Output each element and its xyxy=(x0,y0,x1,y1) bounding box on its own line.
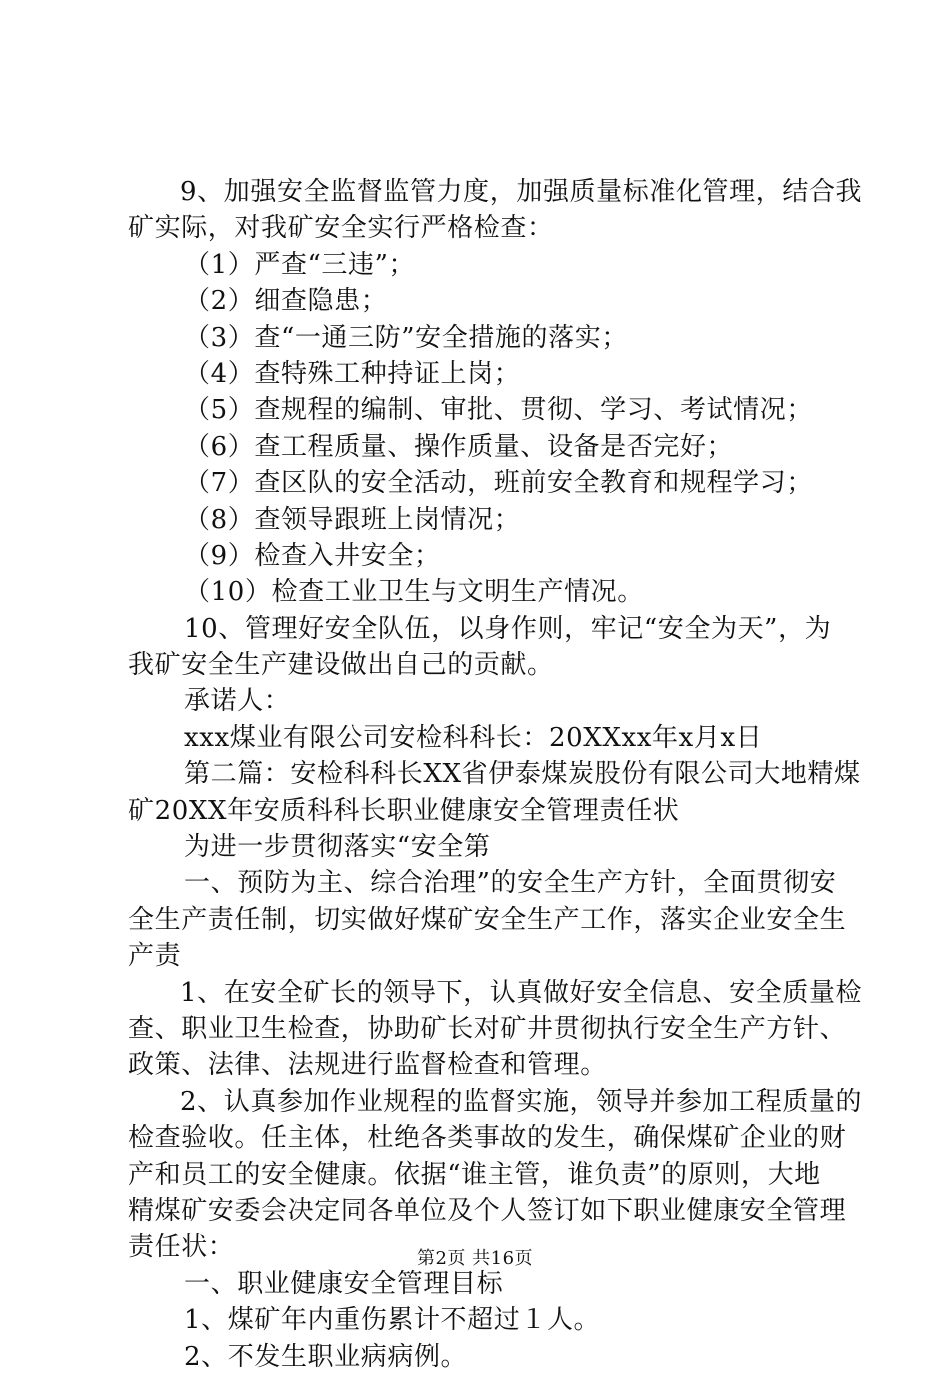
text-line: 10、管理好安全队伍，以身作则，牢记“安全为天”，为 xyxy=(184,613,832,644)
text-line: （5）查规程的编制、审批、贯彻、学习、考试情况； xyxy=(184,395,813,426)
text-line: 精煤矿安委会决定同各单位及个人签订如下职业健康安全管理 xyxy=(128,1195,847,1226)
text-line: 承诺人： xyxy=(184,686,291,717)
text-line: 一、预防为主、综合治理”的安全生产方针，全面贯彻安 xyxy=(184,868,837,899)
text-line: 产责 xyxy=(128,941,182,972)
text-line: 责任状： xyxy=(128,1232,235,1263)
text-line: （7）查区队的安全活动，班前安全教育和规程学习； xyxy=(184,468,813,499)
text-line: （9）检查入井安全； xyxy=(184,540,441,571)
text-line: （4）查特殊工种持证上岗； xyxy=(184,358,521,389)
section-heading: 第二篇：安检科科长XX省伊泰煤炭股份有限公司大地精煤 xyxy=(184,759,861,790)
section-heading: 矿20XX年安质科科长职业健康安全管理责任状 xyxy=(128,795,680,826)
text-line: 产和员工的安全健康。依据“谁主管，谁负责”的原则，大地 xyxy=(128,1159,821,1190)
text-line: 2、不发生职业病病例。 xyxy=(184,1341,468,1372)
text-line: 为进一步贯彻落实“安全第 xyxy=(184,832,491,863)
text-line: 检查验收。任主体，杜绝各类事故的发生，确保煤矿企业的财 xyxy=(128,1123,847,1154)
text-line: 矿实际，对我矿安全实行严格检查： xyxy=(128,213,554,244)
text-line: （1）严查“三违”； xyxy=(184,249,416,280)
text-line: xxx煤业有限公司安检科科长：20XXxx年x月x日 xyxy=(184,722,763,753)
document-body xyxy=(128,174,863,1375)
text-line: 2、认真参加作业规程的监督实施，领导并参加工程质量的 xyxy=(180,1086,863,1117)
text-line: （2）细查隐患； xyxy=(184,286,388,317)
text-line: 9、加强安全监督监管力度，加强质量标准化管理，结合我 xyxy=(180,177,863,207)
text-line: 政策、法律、法规进行监督检查和管理。 xyxy=(128,1050,607,1081)
text-line: （6）查工程质量、操作质量、设备是否完好； xyxy=(184,431,734,462)
text-line: （8）查领导跟班上岗情况； xyxy=(184,504,521,535)
text-line: 一、职业健康安全管理目标 xyxy=(184,1268,504,1299)
text-line: 我矿安全生产建设做出自己的贡献。 xyxy=(128,650,554,681)
text-line: 1、在安全矿长的领导下，认真做好安全信息、安全质量检 xyxy=(180,977,863,1008)
text-line: 1、煤矿年内重伤累计不超过１人。 xyxy=(184,1305,601,1336)
page-number-footer: 第2页 共16页 xyxy=(416,1248,534,1269)
text-line: （10）检查工业卫生与文明生产情况。 xyxy=(184,577,644,608)
text-line: 全生产责任制，切实做好煤矿安全生产工作，落实企业安全生 xyxy=(128,904,847,935)
text-line: （3）查“一通三防”安全措施的落实； xyxy=(184,322,628,353)
text-line: 查、职业卫生检查，协助矿长对矿井贯彻执行安全生产方针、 xyxy=(128,1013,847,1044)
